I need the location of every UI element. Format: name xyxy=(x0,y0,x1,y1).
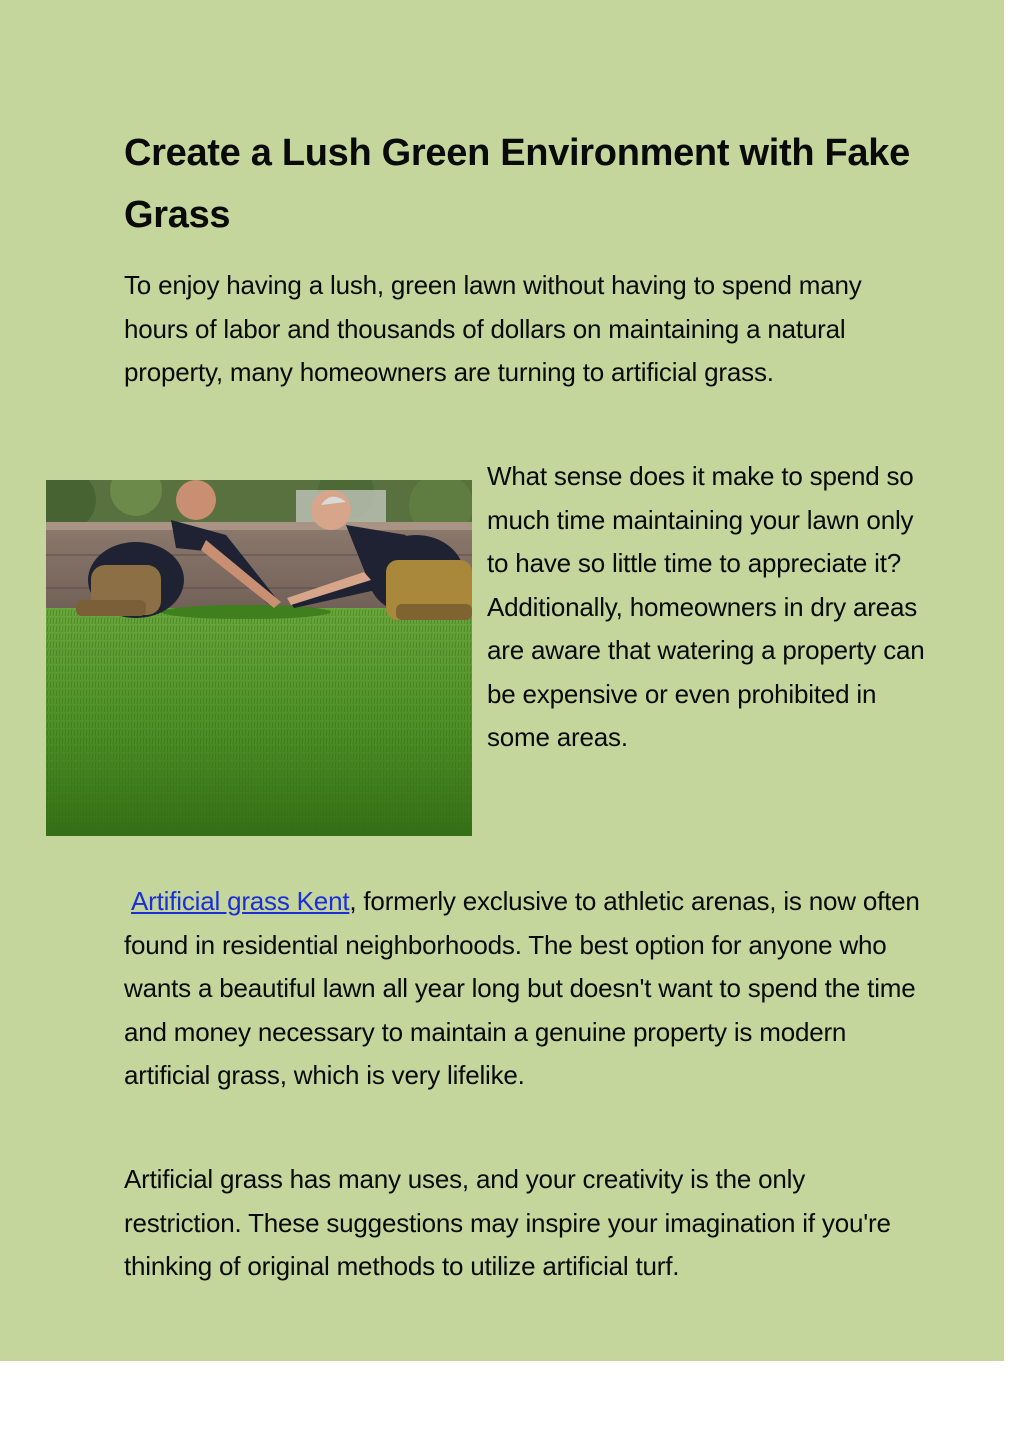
page-title: Create a Lush Green Environment with Fake Grass xyxy=(124,132,910,236)
closing-paragraph: Artificial grass has many uses, and your creativity is the only restriction. These suggestions may inspire your imagination if you're thinking of original methods to utilize artificial turf. xyxy=(124,1164,891,1281)
artificial-grass-paragraph-text: , formerly exclusive to athletic arenas, is now often found in residential neighborhoods. The best option for anyone who wants a beautiful lawn all year long but doesn't want to spend the time and money necessary to maintain a genuine property is modern artificial grass, which is very lifelike. xyxy=(124,886,920,1090)
artificial-grass-paragraph xyxy=(124,880,924,1098)
side-paragraph: What sense does it make to spend so much time maintaining your lawn only to have so little time to appreciate it? Additionally, homeowners in dry areas are aware that watering a property can be expensive or even prohibited in some areas. xyxy=(487,461,925,752)
intro-paragraph: To enjoy having a lush, green lawn without having to spend many hours of labor and thousands of dollars on maintaining a natural property, many homeowners are turning to artificial grass. xyxy=(124,270,862,387)
workers-laying-turf-photo xyxy=(46,480,472,836)
artificial-grass-kent-link[interactable]: Artificial grass Kent xyxy=(131,886,350,916)
